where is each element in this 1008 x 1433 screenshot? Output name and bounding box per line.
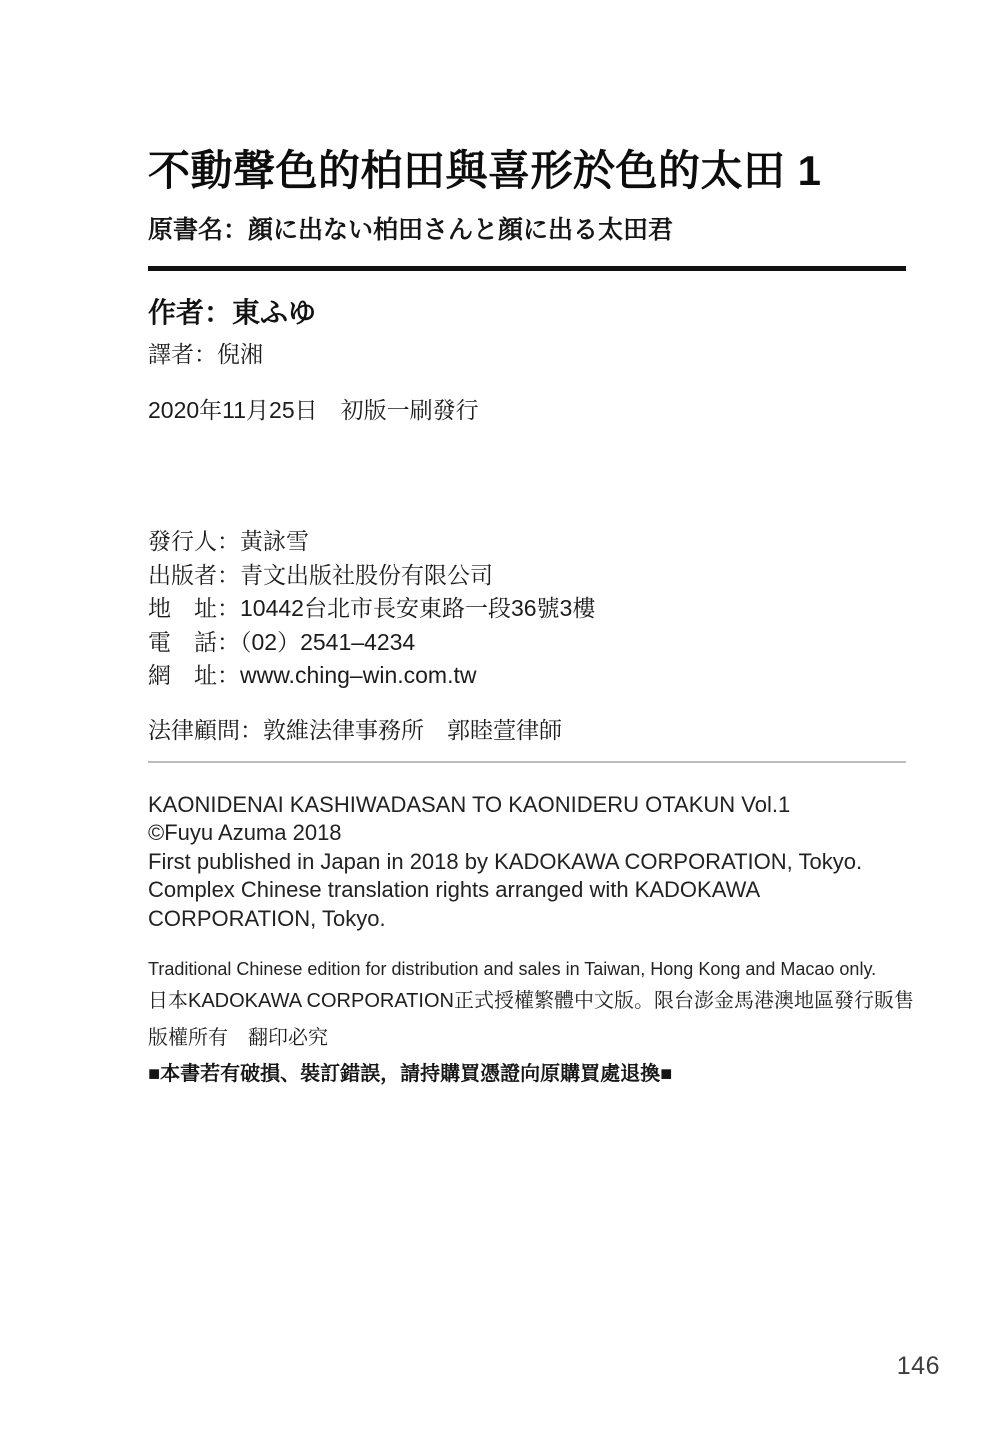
publisher-line-website: 網 址：www.ching–win.com.tw (148, 662, 477, 689)
publisher-line-issuer: 發行人：黃詠雪 (148, 528, 309, 555)
copyright-rights-arranged: Complex Chinese translation rights arranged with KADOKAWA (148, 877, 761, 903)
thin-divider (148, 761, 906, 763)
original-title: 原書名：顔に出ない柏田さんと顔に出る太田君 (148, 215, 674, 244)
thick-divider (148, 266, 906, 271)
colophon-page (148, 145, 914, 1088)
damage-return-notice: ■本書若有破損、裝訂錯誤，請持購買憑證向原購買處退換■ (148, 1063, 673, 1086)
translator-credit: 譯者：倪湘 (148, 341, 263, 368)
publisher-line-address: 地 址：10442台北市長安東路一段36號3樓 (148, 595, 596, 622)
publisher-line-phone: 電 話：（02）2541–4234 (148, 628, 416, 655)
distribution-notice-chinese: 日本KADOKAWA CORPORATION正式授權繁體中文版。限台澎金馬港澳地區發行販售 (148, 990, 914, 1013)
page-number: 146 (896, 1352, 940, 1380)
publisher-info-block (148, 525, 906, 693)
author-credit: 作者：東ふゆ (148, 297, 317, 328)
copyright-author: ©Fuyu Azuma 2018 (148, 820, 342, 846)
rights-reserved-notice: 版權所有 翻印必究 (148, 1027, 328, 1050)
copyright-rights-arranged-cont: CORPORATION, Tokyo. (148, 905, 386, 931)
copyright-first-published: First published in Japan in 2018 by KADOKAWA CORPORATION, Tokyo. (148, 848, 863, 874)
publisher-line-publisher: 出版者：青文出版社股份有限公司 (148, 561, 493, 588)
book-title: 不動聲色的柏田與喜形於色的太田 1 (148, 147, 822, 194)
distribution-notice-english: Traditional Chinese edition for distribution and sales in Taiwan, Hong Kong and Macao only. (148, 959, 877, 980)
legal-advisor: 法律顧問：敦維法律事務所 郭睦萱律師 (148, 716, 562, 743)
copyright-romaji-title: KAONIDENAI KASHIWADASAN TO KAONIDERU OTAKUN Vol.1 (148, 791, 791, 817)
copyright-block (148, 791, 906, 934)
edition-date: 2020年11月25日 初版一刷發行 (148, 397, 479, 424)
